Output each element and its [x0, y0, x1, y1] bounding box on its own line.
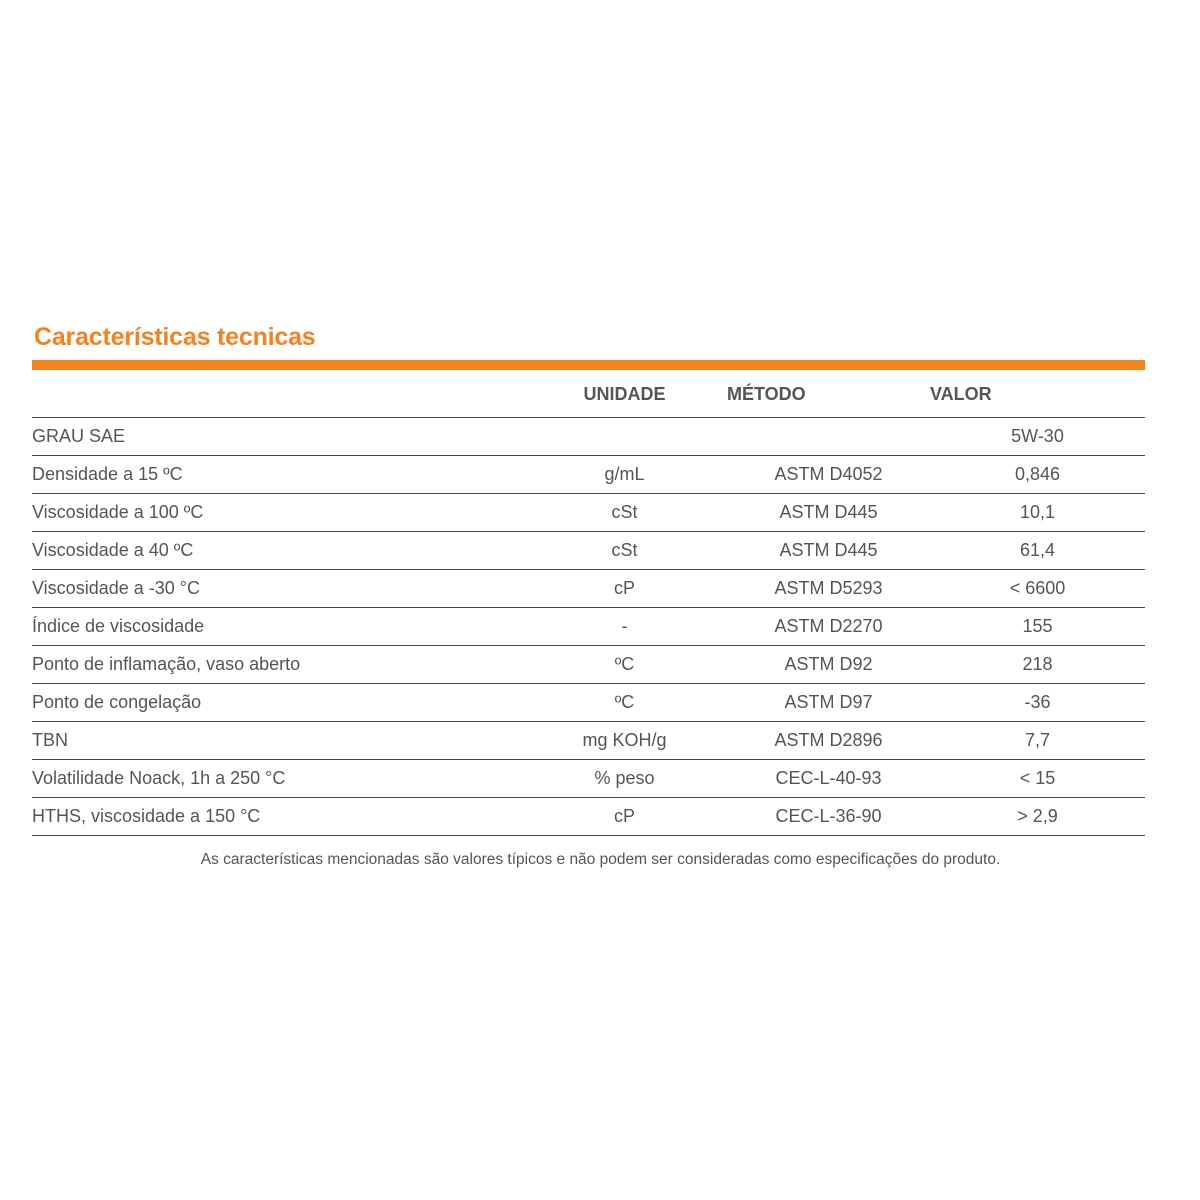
cell-method: ASTM D4052 — [727, 456, 930, 494]
cell-property: Viscosidade a -30 °C — [32, 570, 522, 608]
section-title: Características tecnicas — [34, 323, 316, 351]
cell-method: CEC-L-36-90 — [727, 798, 930, 836]
cell-property: Ponto de congelação — [32, 684, 522, 722]
cell-method: ASTM D2896 — [727, 722, 930, 760]
cell-property: Viscosidade a 40 ºC — [32, 532, 522, 570]
cell-property: Índice de viscosidade — [32, 608, 522, 646]
cell-unit: cP — [522, 570, 727, 608]
cell-method: ASTM D445 — [727, 494, 930, 532]
cell-value: < 6600 — [930, 570, 1145, 608]
cell-unit — [522, 418, 727, 456]
cell-value: 10,1 — [930, 494, 1145, 532]
cell-unit: g/mL — [522, 456, 727, 494]
cell-value: 5W-30 — [930, 418, 1145, 456]
specifications-table — [32, 370, 1145, 836]
cell-property: HTHS, viscosidade a 150 °C — [32, 798, 522, 836]
cell-unit: % peso — [522, 760, 727, 798]
technical-characteristics-section — [32, 318, 1145, 869]
cell-property: Ponto de inflamação, vaso aberto — [32, 646, 522, 684]
table-row — [32, 494, 1145, 532]
cell-value: -36 — [930, 684, 1145, 722]
table-row — [32, 608, 1145, 646]
cell-value: < 15 — [930, 760, 1145, 798]
table-row — [32, 722, 1145, 760]
cell-property: GRAU SAE — [32, 418, 522, 456]
cell-value: 7,7 — [930, 722, 1145, 760]
table-row — [32, 418, 1145, 456]
cell-unit: - — [522, 608, 727, 646]
cell-value: 218 — [930, 646, 1145, 684]
cell-value: 155 — [930, 608, 1145, 646]
table-row — [32, 532, 1145, 570]
cell-method: ASTM D445 — [727, 532, 930, 570]
cell-method: ASTM D92 — [727, 646, 930, 684]
cell-property: Volatilidade Noack, 1h a 250 °C — [32, 760, 522, 798]
cell-value: 61,4 — [930, 532, 1145, 570]
table-row — [32, 760, 1145, 798]
cell-property: Viscosidade a 100 ºC — [32, 494, 522, 532]
cell-unit: cSt — [522, 532, 727, 570]
table-header-row — [32, 370, 1145, 418]
header-method: MÉTODO — [727, 370, 930, 418]
cell-unit: ºC — [522, 684, 727, 722]
header-unit: UNIDADE — [522, 370, 727, 418]
cell-method: ASTM D97 — [727, 684, 930, 722]
cell-method: ASTM D2270 — [727, 608, 930, 646]
table-row — [32, 456, 1145, 494]
cell-method — [727, 418, 930, 456]
table-row — [32, 684, 1145, 722]
cell-unit: cP — [522, 798, 727, 836]
cell-property: TBN — [32, 722, 522, 760]
title-divider-bar — [32, 360, 1145, 370]
table-row — [32, 646, 1145, 684]
cell-method: CEC-L-40-93 — [727, 760, 930, 798]
cell-unit: ºC — [522, 646, 727, 684]
cell-unit: cSt — [522, 494, 727, 532]
table-row — [32, 798, 1145, 836]
cell-property: Densidade a 15 ºC — [32, 456, 522, 494]
cell-method: ASTM D5293 — [727, 570, 930, 608]
header-property — [32, 370, 522, 418]
cell-value: 0,846 — [930, 456, 1145, 494]
table-row — [32, 570, 1145, 608]
header-value: VALOR — [930, 370, 1145, 418]
footnote: As características mencionadas são valores típicos e não podem ser consideradas como especificações do produto. — [200, 851, 1001, 868]
cell-value: > 2,9 — [930, 798, 1145, 836]
cell-unit: mg KOH/g — [522, 722, 727, 760]
